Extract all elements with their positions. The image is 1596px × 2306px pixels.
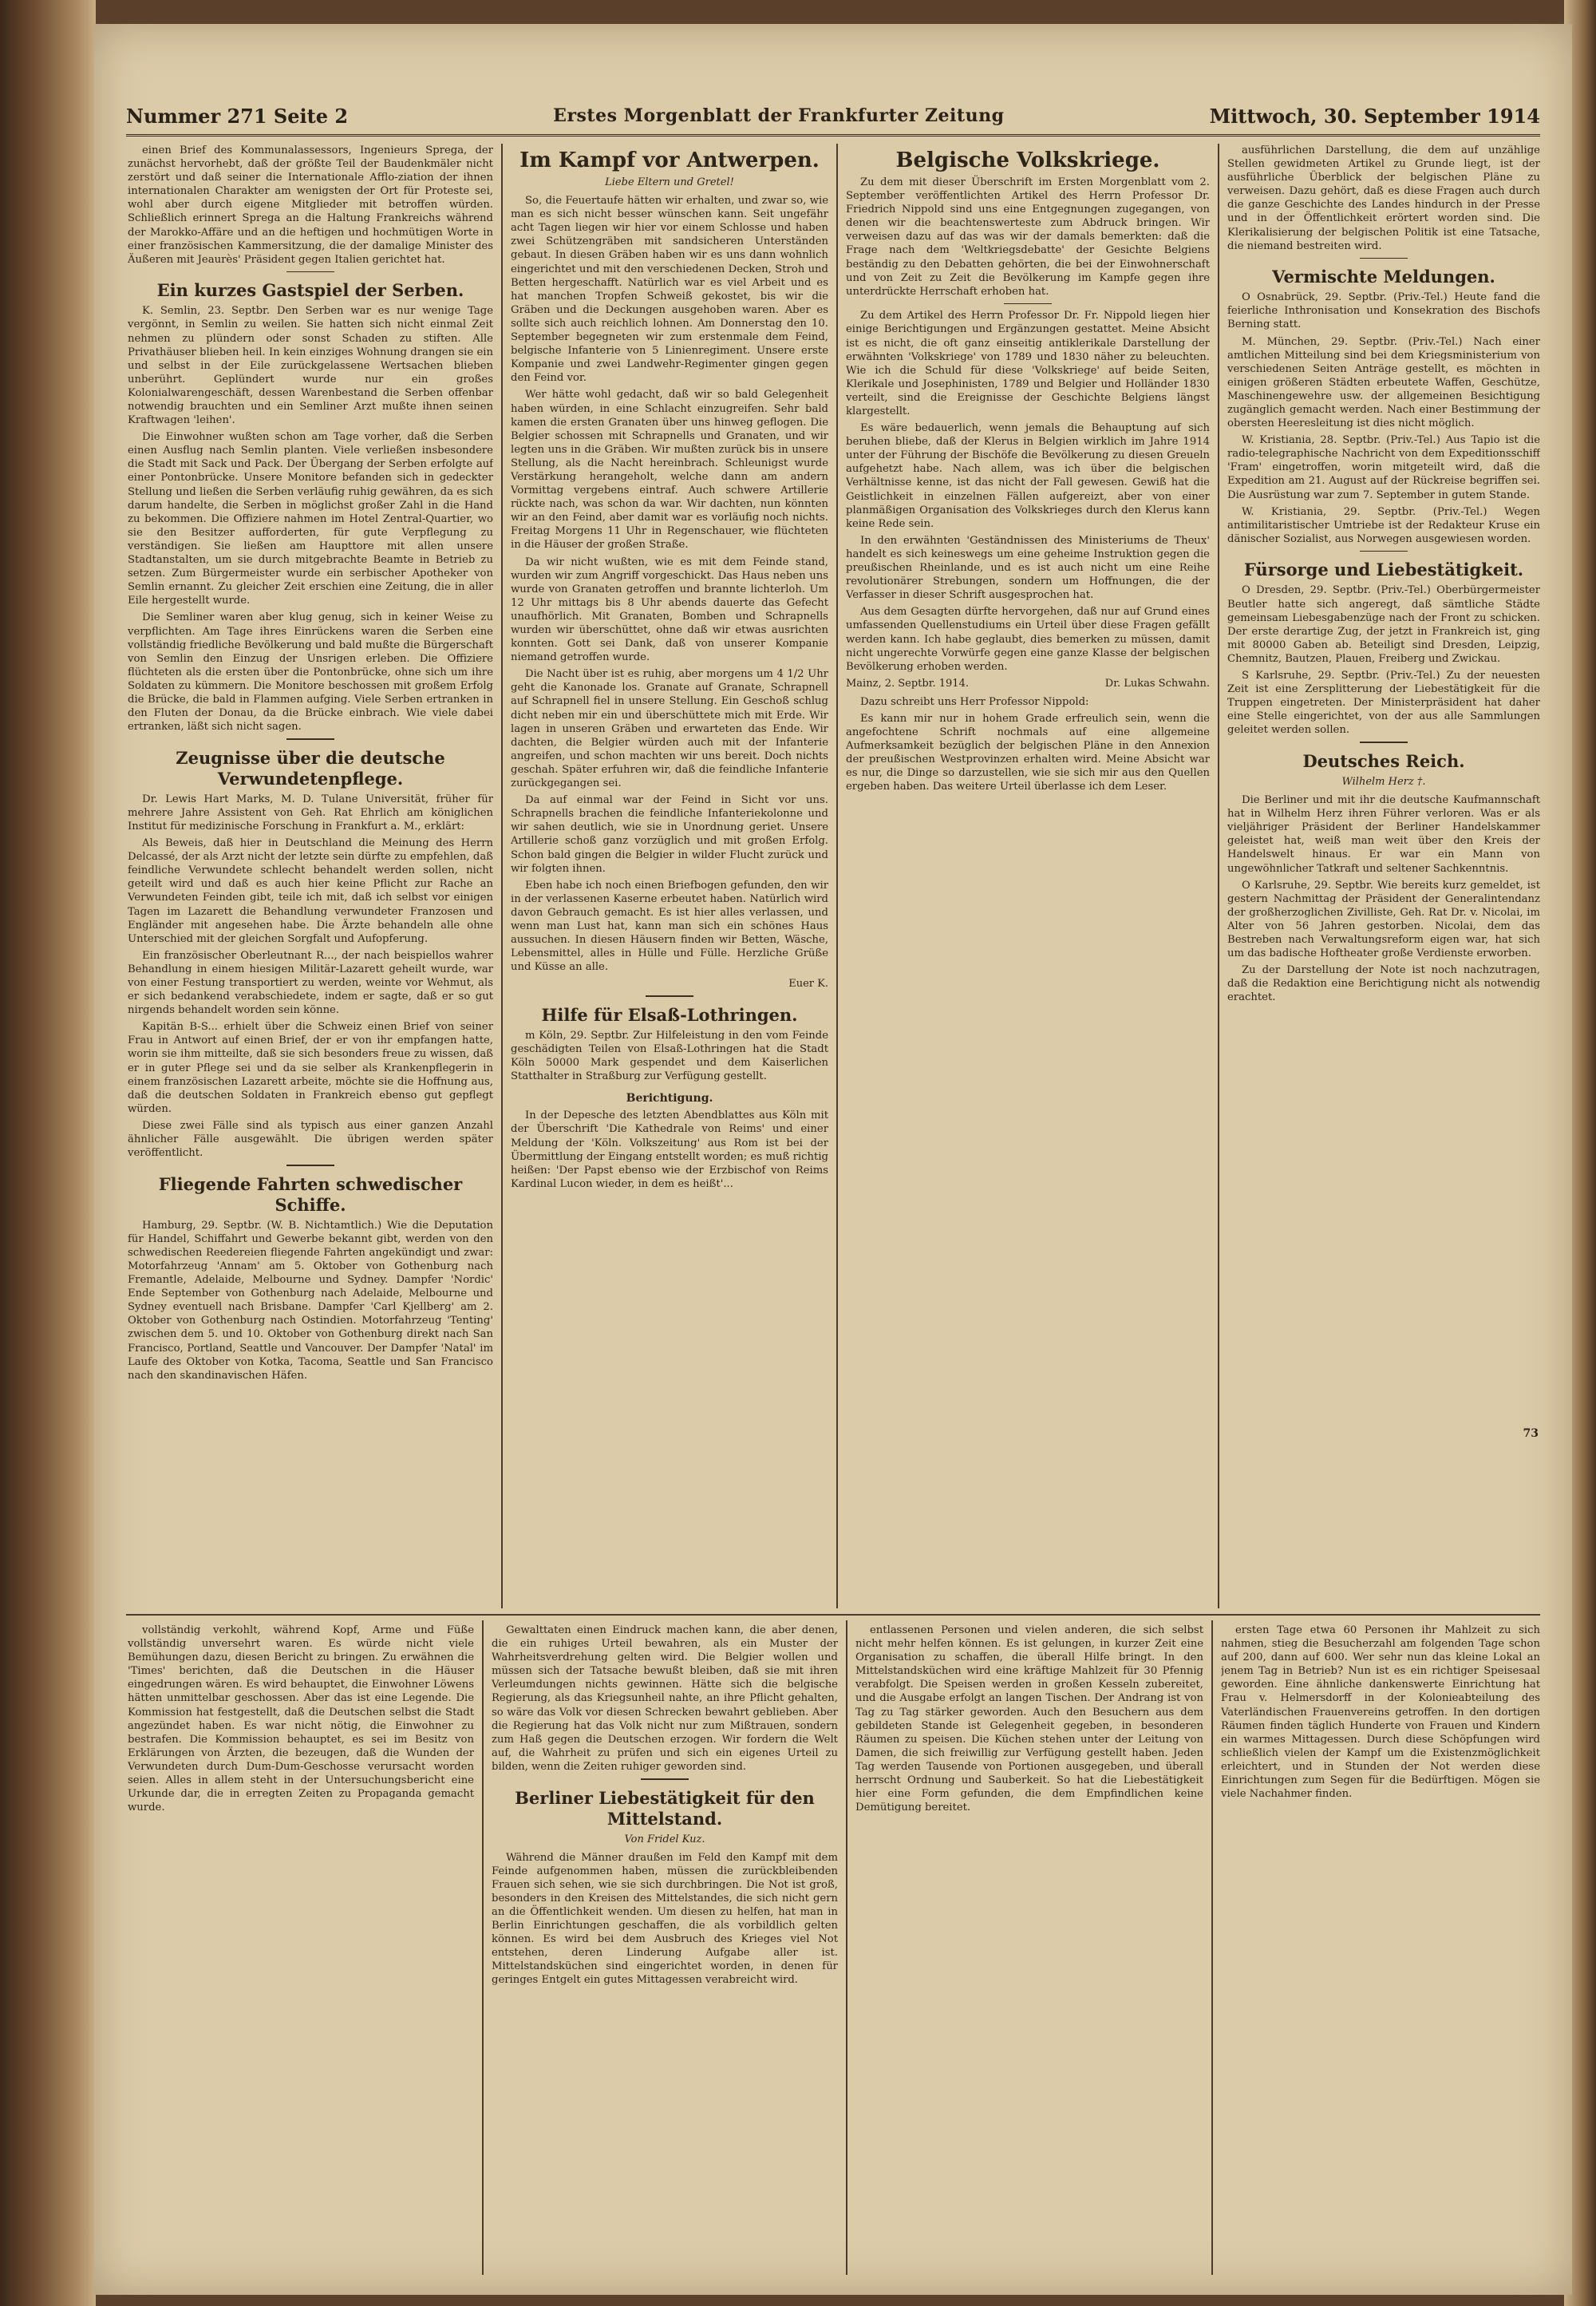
article-text: Es kann mir nur in hohem Grade erfreulich sein, wenn die angefochtene Schrift nochmals auf eine allgemeine Aufmerksamkeit bezüglich der belgischen Pläne in den Annexion der preußischen Westprovinzen erhalten wird. Meine Absicht war es nur, die Dinge so darzustellen, wie sie sich mir aus den Quellen ergeben haben. Das weitere Urteil überlasse ich dem Leser. [846, 712, 1210, 793]
newspaper-title: Erstes Morgenblatt der Frankfurter Zeitung [553, 105, 1005, 126]
article-text: Die Nacht über ist es ruhig, aber morgens um 4 1/2 Uhr geht die Kanonade los. Granate auf Granate, Schrapnell auf Schrapnell fiel in unsere Stellung. Ein Geschoß schlug dicht neben mir ein und überschüttete mich mit Erde. Wir lagen in unseren Gräben und erwarteten das Ende. Wir dachten, die Belgier würden auch mit der Infanterie angreifen, und schon machten wir uns bereit. Doch nichts geschah. Später erfuhren wir, daß die feindliche Infanterie zurückgegangen sei. [511, 668, 828, 790]
article-text: M. München, 29. Septbr. (Priv.-Tel.) Nach einer amtlichen Mitteilung sind bei dem Kriegsministerium von verschiedenen Seiten Anträge gestellt, es möchten in einigen größeren Städten erbeutete Waffen, Geschütze, Maschinengewehre usw. der allgemeinen Besichtigung zugänglich gemacht werden. Nach einer Bestimmung der obersten Heeresleitung ist dies nicht möglich. [1227, 335, 1540, 430]
place-date: Mainz, 2. Septbr. 1914. [846, 677, 969, 690]
obituary-title: Wilhelm Herz †. [1341, 775, 1426, 788]
bottom-column-3 [855, 1624, 1203, 2270]
article-text: Zu dem Artikel des Herrn Professor Dr. Fr. Nippold liegen hier einige Berichtigungen und Ergänzungen gestattet. Meine Absicht ist es nicht, die oft ganz einseitig antiklerikale Darstellung der erwähnten 'Volkskriege' von 1789 und 1830 näher zu beleuchten. Wie ich die Schuld für diese 'Volkskriege' auf beide Seiten, Klerikale und Josephinisten, 1789 und Belgier und Holländer 1830 verteilt, sind die Ereignisse der Geschichte Belgiens längst klargestellt. [846, 310, 1210, 417]
article-text: vollständig verkohlt, während Kopf, Arme und Füße vollständig unversehrt waren. Es würde nicht viele Bemühungen dazu, diesen Bericht zu bringen. Zu erwähnen die 'Times' berichten, daß die Deutschen in die Häuser eingedrungen wären. Es wird behauptet, die Einwohner Löwens hätten unmittelbar geschossen. Aber das ist eine Legende. Die Kommission hat festgestellt, daß die Deutschen selbst die Stadt angezündet haben. Es war nicht nötig, die Einwohner zu bestrafen. Die Kommission behauptet, es sei im Besitz von Erklärungen von Ärzten, die bezeugen, daß die Wunden der Verwundeten durch Dum-Dum-Geschosse verursacht worden seien. Alles in allem steht in der Untersuchungsbericht eine Urkunde dar, die in erregten Zeiten zu Propaganda gemacht wurde. [128, 1624, 474, 1814]
masthead [126, 97, 1540, 136]
article-text: Ein französischer Oberleutnant R..., der nach beispiellos wahrer Behandlung in einem hiesigen Militär-Lazarett geheilt wurde, war von einer Festung transportiert zu werden, weinte vor Wehmut, als er sich bedankend verabschiedete, indem er sagte, daß er so gut nirgends behandelt worden sein könne. [128, 949, 493, 1017]
column-rule [1218, 144, 1219, 1608]
divider [641, 1778, 689, 1780]
headline-antwerpen: Im Kampf vor Antwerpen. [519, 148, 820, 172]
column-rule [1211, 1620, 1213, 2275]
article-text: S Karlsruhe, 29. Septbr. (Priv.-Tel.) Zu der neuesten Zeit ist eine Zersplitterung der Liebestätigkeit für die Truppen eingetreten. Der Ministerpräsident hat daher eine Stelle eingerichtet, von der aus alle Sammlungen geleitet werden sollen. [1227, 670, 1540, 737]
author-byline: Von Fridel Kuz. [624, 1833, 705, 1845]
article-text: Aus dem Gesagten dürfte hervorgehen, daß nur auf Grund eines umfassenden Quellenstudiums ein Urteil über diese Fragen gefällt werden kann. Ich habe geglaubt, dies bemerken zu müssen, damit nicht ungerechte Vorwürfe gegen eine ganze Klasse der belgischen Bevölkerung erhoben werden. [846, 606, 1210, 673]
article-text: einen Brief des Kommunalassessors, Ingenieurs Sprega, der zunächst hervorhebt, daß der größte Teil der Baudenkmäler nicht zerstört und daß seiner die Internationale Afflo-ziation der ihnen internationalen Charakter am wenigsten der Ort für Proteste sei, wohl aber durch eigene Mitglieder mit betroffen würden. Schließlich erinnert Sprega an die Haltung Frankreichs während der Marokko-Affäre und an die heftigen und hochmütigen Worte in einer französischen Kammersitzung, die der damalige Minister des Äußeren mit Jeaurès' Präsident gegen Italien gerichtet hat. [128, 144, 493, 266]
newspaper-page [94, 24, 1572, 2295]
headline-serben: Ein kurzes Gastspiel der Serben. [156, 280, 464, 301]
column-3 [846, 144, 1210, 1608]
divider [286, 1165, 334, 1166]
headline-vermischte: Vermischte Meldungen. [1272, 267, 1495, 287]
book-binding [0, 0, 96, 2306]
headline-elsass: Hilfe für Elsaß-Lothringen. [541, 1004, 798, 1025]
article-text: m Köln, 29. Septbr. Zur Hilfeleistung in den vom Feinde geschädigten Teilen von Elsaß-Lothringen hat die Stadt Köln 50000 Mark gespendet und dem Kaiserlichen Statthalter in Straßburg zur Verfügung gestellt. [511, 1029, 828, 1083]
article-text: Während die Männer draußen im Feld den Kampf mit dem Feinde aufgenommen haben, müssen die zurückbleibenden Frauen sich sehen, wie sie sich durchbringen. Die Not ist groß, besonders in den Kreisen des Mittelstandes, die sich nicht gern an die Öffentlichkeit wenden. Um diesen zu helfen, hat man in Berlin Einrichtungen geschaffen, die als vorbildlich gelten können. Es wird bei dem Ausbruch des Krieges viel Not entstehen, deren Linderung Aufgabe aller ist. Mittelstandsküchen sind eingerichtet worden, in denen für geringes Entgelt ein gutes Mittagessen verabreicht wird. [492, 1851, 838, 1987]
article-text: Eben habe ich noch einen Briefbogen gefunden, den wir in der verlassenen Kaserne erbeutet haben. Natürlich wird davon Gebrauch gemacht. Es ist hier alles verlassen, und wenn man Lust hat, kann man sich ein schönes Haus aussuchen. In diesen Häusern finden wir Betten, Wäsche, Lebensmittel, alles in Hülle und Fülle. Herzliche Grüße und Küsse an alle. [511, 879, 828, 974]
headline-berichtigung: Berichtigung. [626, 1092, 713, 1106]
article-text: Dr. Lewis Hart Marks, M. D. Tulane Universität, früher für mehrere Jahre Assistent von Geh. Rat Ehrlich am königlichen Institut für medizinische Forschung in Frankfurt a. M., erklärt: [128, 793, 493, 833]
article-text: Gewalttaten einen Eindruck machen kann, die aber denen, die ein ruhiges Urteil bewahren, als ein Muster der Wahrheitsverdrehung gelten wird. Die Belgier wollen und müssen sich der Tatsache bewußt bleiben, daß sie mit ihren Verleumdungen nichts gewinnen. Hätte sich die belgische Regierung, als das Kriegsunheil nahte, an ihre Pflicht gehalten, so wäre das Volk vor diesen Schrecken bewahrt geblieben. Aber die Regierung hat das Volk nicht nur zum Mißtrauen, sondern zum Haß gegen die Deutschen erzogen. Wir fordern die Welt auf, die Wahrheit zu prüfen und sich ein eigenes Urteil zu bilden, wenn die Zeiten ruhiger geworden sind. [492, 1624, 838, 1773]
column-rule [846, 1620, 847, 2275]
article-text: So, die Feuertaufe hätten wir erhalten, und zwar so, wie man es sich nicht besser wünschen kann. Seit ungefähr acht Tagen liegen wir hier vor einem Schlosse und haben zwei Schützengräben mit sandsicheren Unterständen gebaut. In diesen Gräben haben wir es uns dann wohnlich eingerichtet und mit den verschiedenen Decken, Stroh und Betten hergeschafft. Natürlich war es viel Arbeit und es hat manchen Tropfen Schweiß gekostet, bis wir die Gräben und die Deckungen ausgehoben waren. Aber es sollte sich auch reichlich lohnen. Am Donnerstag den 10. September begegneten wir zum erstenmale dem Feind, belgische Infanterie von 5 Linienregiment. Unsere erste Kompanie und zwei Landwehr-Regimenter gingen gegen den Feind vor. [511, 195, 828, 385]
article-text: K. Semlin, 23. Septbr. Den Serben war es nur wenige Tage vergönnt, in Semlin zu weilen. Sie hatten sich nicht einmal Zeit nehmen zu plündern oder sonst Schaden zu stiften. Alle Privathäuser blieben heil. In kein einziges Wohnung drangen sie ein und selbst in der Eile zurückgelassene Wertsachen blieben unberührt. Geplündert wurde nur ein großes Kolonialwarengeschäft, dessen Warenbestand die Serben offenbar notwendig brauchten und ein Semliner Arzt mußte ihnen seinen Kraftwagen 'leihen'. [128, 305, 493, 427]
article-text: In der Depesche des letzten Abendblattes aus Köln mit der Überschrift 'Die Kathedrale von Reims' und einer Meldung der 'Köln. Volkszeitung' aus Rom ist bei der Übermittlung der Eingang entstellt worden; es muß richtig heißen: 'Der Papst ebenso wie der Erzbischof von Reims Kardinal Lucon wieder, in dem es heißt'... [511, 1109, 828, 1190]
headline-fuersorge: Fürsorge und Liebestätigkeit. [1243, 560, 1524, 580]
column-2 [511, 144, 828, 1608]
section-rule [126, 1614, 1540, 1616]
article-text: ausführlichen Darstellung, die dem auf unzählige Stellen gewidmeten Artikel zu Grunde liegt, ist der ausführliche Überblick der belgischen Pläne zu verweisen. Dazu gehört, daß es diese Fragen auch durch die ganze Geschichte des Landes hindurch in der Presse und in der Öffentlichkeit erörtert worden sind. Die Klerikalisierung der belgischen Politik ist eine Tatsache, die niemand bestreiten wird. [1227, 144, 1540, 252]
issue-number: Nummer 271 Seite 2 [126, 104, 349, 128]
divider [1360, 742, 1408, 743]
divider [1004, 303, 1052, 305]
article-text: Dazu schreibt uns Herr Professor Nippold: [860, 695, 1089, 708]
article-text: Da wir nicht wußten, wie es mit dem Feinde stand, wurden wir zum Angriff vorgeschickt. Das Haus neben uns wurde von Granaten getroffen und brannte lichterloh. Um 12 Uhr mittags bis 8 Uhr abends dauerte das Gefecht unaufhörlich. Mit Granaten, Bomben und Schrapnells wurden wir überschüttet, ohne daß wir etwas ausrichten konnten. Gott sei Dank, daß von unserer Kompanie niemand getroffen wurde. [511, 556, 828, 664]
column-4 [1227, 144, 1540, 1608]
article-text: Hamburg, 29. Septbr. (W. B. Nichtamtlich.) Wie die Deputation für Handel, Schiffahrt und Gewerbe bekannt gibt, werden von den schwedischen Reedereien fliegende Fahrten angekündigt und zwar: Motorfahrzeug 'Annam' am 5. Oktober von Gothenburg nach Fremantle, Adelaide, Melbourne und Sydney. Dampfer 'Nordic' Ende September von Gothenburg nach Adelaide, Melbourne und Sydney eventuell nach Brisbane. Dampfer 'Carl Kjellberg' am 2. Oktober von Gothenburg nach Ostindien. Motorfahrzeug 'Tenting' zwischen dem 5. und 10. Oktober von Gothenburg direkt nach San Francisco, Portland, Seattle und Vancouver. Der Dampfer 'Natal' im Laufe des Oktober von Kotka, Tacoma, Seattle und San Francisco nach den skandinavischen Häfen. [128, 1219, 493, 1382]
article-text: Als Beweis, daß hier in Deutschland die Meinung des Herrn Delcassé, der als Arzt nicht der letzte sein dürfte zu empfehlen, daß feindliche Verwundete schlecht behandelt werden sollen, nicht geteilt wird und daß es auch hier keine Pflicht zur Rache an Verwundeten Feinden gibt, teile ich mit, daß ich selbst vor einigen Tagen im Lazarett die Behandlung verwundeter Franzosen und Engländer mit angesehen habe. Die Ärzte behandeln alle ohne Unterschied mit der gleichen Sorgfalt und Aufopferung. [128, 837, 493, 945]
headline-liebestaetigkeit: Berliner Liebestätigkeit für den Mittelstand. [515, 1787, 815, 1829]
signature: Euer K. [788, 978, 828, 991]
column-rule [482, 1620, 484, 2275]
column-rule [501, 144, 503, 1608]
margin-number: 73 [1523, 1427, 1539, 1440]
column-1 [128, 144, 493, 1608]
salutation: Liebe Eltern und Gretel! [605, 176, 734, 188]
column-rule [836, 144, 838, 1608]
article-text: entlassenen Personen und vielen anderen, die sich selbst nicht mehr helfen können. Es ist gelungen, in kurzer Zeit eine Organisation zu schaffen, die überall Hilfe bringt. In den Mittelstandsküchen wird eine kräftige Mahlzeit für 30 Pfennig verabfolgt. Die Speisen werden in großen Kesseln zubereitet, und die Ausgabe erfolgt an langen Tischen. Der Andrang ist von Tag zu Tag stärker geworden. Auch den Besuchern aus dem gebildeten Stande ist Gelegenheit gegeben, in besonderen Räumen zu speisen. Die Küchen stehen unter der Leitung von Damen, die sich freiwillig zur Verfügung gestellt haben. Jeden Tag werden Tausende von Portionen ausgegeben, und überall herrscht Ordnung und Sauberkeit. So hat die Liebestätigkeit hier eine Form gefunden, die dem Empfindlichen keine Demütigung bereitet. [855, 1624, 1203, 1814]
divider [1360, 551, 1408, 552]
bottom-column-4 [1221, 1624, 1540, 2270]
article-text: Die Einwohner wußten schon am Tage vorher, daß die Serben einen Ausflug nach Semlin planten. Viele verließen insbesondere die Stadt mit Sack und Pack. Der Übergang der Serben erfolgte auf einer Pontonbrücke. Unsere Monitore befanden sich in gedeckter Stellung und ließen die Serben verläufig ruhig gewähren, da es sich darum handelte, die Serben in möglichst großer Zahl in die Hand zu bekommen. Die Offiziere nahmen im Hotel Zentral-Quartier, wo sie den Besitzer aufforderten, für gute Verpflegung zu verständigen. Sie ließen am Haupttore mit allen unsere Stadtanstalten, um sie durch mitgebrachte Beamte in Betrieb zu setzen. Zum Bürgermeister wurde ein serbischer Apotheker von Semlin ernannt. Zu gleicher Zeit erschien eine Zeitung, die in aller Eile hergestellt wurde. [128, 431, 493, 607]
article-text: O Karlsruhe, 29. Septbr. Wie bereits kurz gemeldet, ist gestern Nachmittag der Präsident der Generalintendanz der großherzoglichen Zivilliste, Geh. Rat Dr. v. Nicolai, im Alter von 56 Jahren gestorben. Nicolai, dem das Bestreben nach Verwaltungsreform eigen war, hat sich um das badische Hoftheater große Verdienste erworben. [1227, 879, 1540, 960]
article-text: Es wäre bedauerlich, wenn jemals die Behauptung auf sich beruhen bliebe, daß der Klerus in Belgien wirklich im Jahre 1914 unter der Führung der Bischöfe die Bevölkerung zu diesen Greueln aufgehetzt habe. Nach allem, was ich über die belgischen Verhältnisse kenne, ist das nicht der Fall gewesen. Gewiß hat die Geistlichkeit in einzelnen Fällen aufgereizt, aber von einer planmäßigen Organisation des Volkskrieges durch den Klerus kann keine Rede sein. [846, 422, 1210, 530]
article-text: Da auf einmal war der Feind in Sicht vor uns. Schrapnells brachen die feindliche Infanteriekolonne und wir sahen deutlich, wie sie in Unordnung geriet. Unsere Artillerie schoß ganz vorzüglich und mit großen Erfolg. Schon bald gingen die Belgier in wilder Flucht zurück und wir folgten ihnen. [511, 794, 828, 875]
article-text: Zu der Darstellung der Note ist noch nachzutragen, daß die Redaktion eine Berichtigung nicht als notwendig erachtet. [1227, 964, 1540, 1004]
headline-volkskriege: Belgische Volkskriege. [895, 148, 1160, 172]
divider [286, 271, 334, 273]
divider [1360, 258, 1408, 259]
bottom-column-1 [128, 1624, 474, 2270]
dateline [846, 677, 1210, 690]
article-text: O Dresden, 29. Septbr. (Priv.-Tel.) Oberbürgermeister Beutler hatte sich angeregt, daß sämtliche Städte gemeinsam Liebesgabenzüge nach der Front zu schicken. Der erste derartige Zug, der jetzt in Frankreich ist, ging mit 80000 Gaben ab. Beteiligt sind Dresden, Leipzig, Chemnitz, Bautzen, Plauen, Freiberg und Zwickau. [1227, 584, 1540, 665]
headline-schiffe: Fliegende Fahrten schwedischer Schiffe. [158, 1173, 463, 1215]
article-text: W. Kristiania, 28. Septbr. (Priv.-Tel.) Aus Tapio ist die radio-telegraphische Nachricht von dem Expeditionsschiff 'Fram' eingetroffen, worin mitgeteilt wird, daß die Expedition am 21. August auf der Rückreise begriffen sei. Die Ausrüstung war zum 7. September in gutem Stande. [1227, 434, 1540, 501]
divider [646, 995, 693, 997]
article-text: ersten Tage etwa 60 Personen ihr Mahlzeit zu sich nahmen, stieg die Besucherzahl am folgenden Tage schon auf 200, dann auf 600. Wer sehr nun das kleine Lokal an jenem Tag in Betrieb? Nun ist es ein richtiger Speisesaal geworden. Eine ähnliche dankenswerte Einrichtung hat Frau v. Helmersdorff in der Kolonieabteilung des Vaterländischen Frauenvereins getroffen. In den dortigen Räumen finden täglich Hunderte von Frauen und Kindern ein warmes Mittagessen. Durch diese Schöpfungen wird schließlich vielen der Kampf um die Existenzmöglichkeit erleichtert, und in Stunden der Not werden diese Einrichtungen zum Segen für die Bedürftigen. Mögen sie viele Nachahmer finden. [1221, 1624, 1540, 1801]
article-text: W. Kristiania, 29. Septbr. (Priv.-Tel.) Wegen antimilitaristischer Umtriebe ist der Redakteur Kruse ein dänischer Sozialist, aus Norwegen ausgewiesen worden. [1227, 505, 1540, 545]
article-text: Kapitän B-S... erhielt über die Schweiz einen Brief von seiner Frau in Antwort auf einen Brief, der er von ihr empfangen hatte, worin sie ihm mitteilte, daß sie sich besonders freue zu wissen, daß er in guter Pflege sei und da sie selber als Krankenpflegerin in einem französischen Lazarett arbeite, möchte sie die Hoffnung aus, daß die deutschen Soldaten in Frankreich ebenso gut gepflegt würden. [128, 1021, 493, 1115]
article-text: Diese zwei Fälle sind als typisch aus einer ganzen Anzahl ähnlicher Fälle ausgewählt. Die übrigen werden später veröffentlicht. [128, 1119, 493, 1160]
article-text: Wer hätte wohl gedacht, daß wir so bald Gelegenheit haben würden, in eine Schlacht einzugreifen. Sehr bald kamen die ersten Granaten über uns hinweg geflogen. Die Belgier schossen mit Schrapnells und Granaten, und wir legten uns in die Gräben. Wir mußten zurück bis in unsere Stellung, als die Nacht hereinbrach. Schleunigst wurde Verstärkung herangeholt, welche dann am andern Vormittag vergebens eintraf. Auch schwere Artillerie rückte nach, was schon da war. Wir dachten, nun könnten wir an den Feind, aber damit war es vorläufig noch nichts. Freitag Morgens 11 Uhr in Regenschauer, wie flüchteten in die Häuser der großen Straße. [511, 389, 828, 552]
signature: Dr. Lukas Schwahn. [1104, 677, 1210, 690]
issue-date: Mittwoch, 30. September 1914 [1209, 104, 1540, 128]
article-text: Zu dem mit dieser Überschrift im Ersten Morgenblatt vom 2. September veröffentlichten Artikel des Herrn Professor Dr. Friedrich Nippold sind uns eine Entgegnungen zugegangen, von denen wir die beachtenswerteste zum Abdruck bringen. Wir verweisen dazu auf das was wir der damals bemerkten: daß die Frage nach dem 'Weltkriegsdebatte' der Gesichte Belgiens beständig zu den Debatten gehörten, die bei der Einwohnerschaft und von Zeit zu Zeit die Bevölkerung im Kampfe gegen ihre unterdrückte Herrschaft erhoben hat. [846, 176, 1210, 298]
article-text: In den erwähnten 'Geständnissen des Ministeriums de Theux' handelt es sich keineswegs um eine geheime Instruktion gegen die preußischen Rheinlande, und es ist auch nicht um eine Reihe revolutionärer Strebungen, sondern um Hoffnungen, die der Verfasser in dieser Schrift ausgesprochen hat. [846, 534, 1210, 602]
article-text: Die Berliner und mit ihr die deutsche Kaufmannschaft hat in Wilhelm Herz ihren Führer verloren. Was er als vieljähriger Präsident der Berliner Handelskammer geleistet hat, weiß man weit über den Kreis der Handelswelt hinaus. Er war ein Mann von ungewöhnlicher Tatkraft und seltener Sachkenntnis. [1227, 794, 1540, 875]
divider [286, 738, 334, 740]
headline-verwundetenpflege: Zeugnisse über die deutsche Verwundetenpflege. [176, 747, 445, 789]
headline-deutsches-reich: Deutsches Reich. [1302, 750, 1465, 771]
bottom-column-2 [492, 1624, 838, 2270]
article-text: O Osnabrück, 29. Septbr. (Priv.-Tel.) Heute fand die feierliche Inthronisation und Konsekration des Bischofs Berning statt. [1227, 291, 1540, 331]
article-text: Die Semliner waren aber klug genug, sich in keiner Weise zu verpflichten. Am Tage ihres Einrückens waren die Serben eine vollständig friedliche Bevölkerung und bald mußte die Bürgerschaft von Semlin den Einzug der Unsrigen erleben. Die Offiziere flüchteten als die ersten über die Pontonbrücke, ohne sich um ihre Soldaten zu kümmern. Die Monitore beschossen mit großem Erfolg die Brücke, die bald in Flammen aufging. Viele Serben ertranken in den Fluten der Donau, da die Brücke einbrach. Wie viele dabei ertranken, läßt sich nicht sagen. [128, 611, 493, 734]
